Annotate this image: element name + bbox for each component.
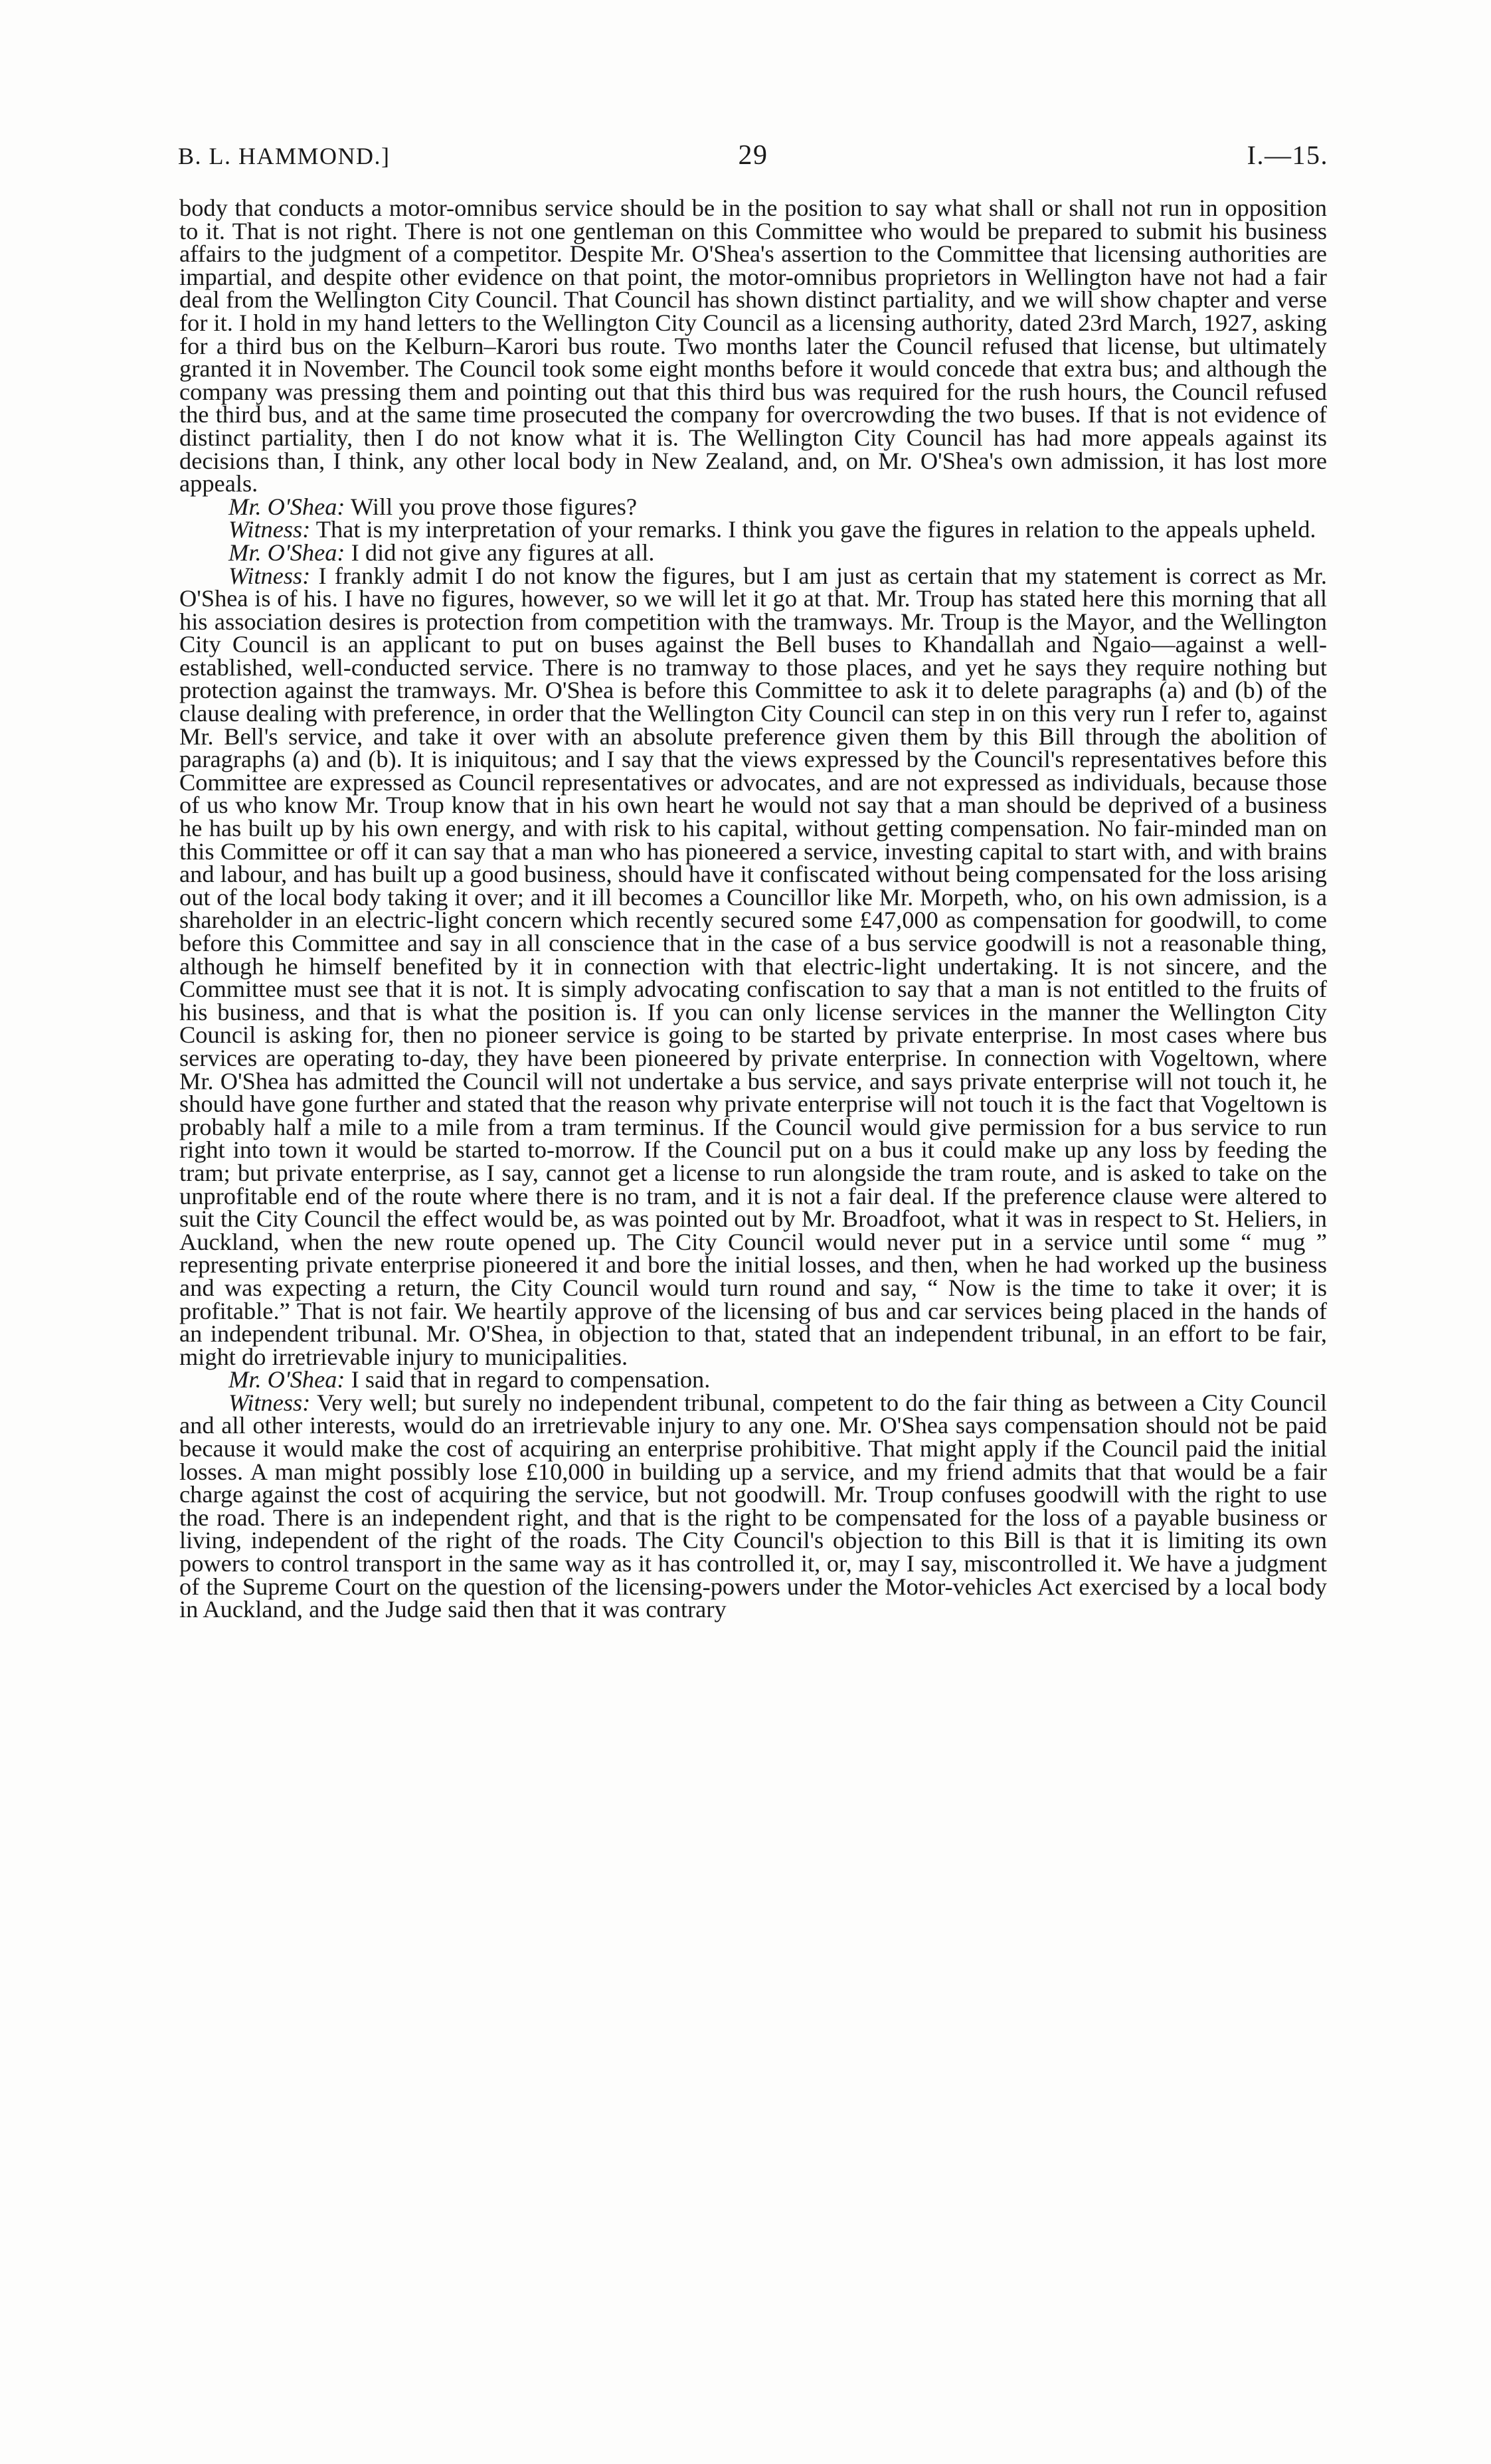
paragraph	[179, 1391, 1327, 1621]
running-header	[178, 139, 1328, 179]
paragraph	[179, 1368, 1327, 1391]
speaker-label: Mr. O'Shea:	[228, 1366, 345, 1393]
speaker-label: Mr. O'Shea:	[228, 493, 345, 520]
speaker-label: Witness:	[228, 562, 311, 589]
paragraph-text: I did not give any figures at all.	[351, 539, 655, 566]
paragraph	[179, 562, 1327, 1370]
paragraph-text: That is my interpretation of your remarks. I think you gave the figures in relation to the appeals upheld.	[315, 516, 1316, 543]
paragraph	[179, 518, 1327, 541]
header-witness-name: B. L. HAMMOND.]	[178, 143, 391, 169]
paragraph-text: I said that in regard to compensation.	[351, 1366, 711, 1393]
page-number: 29	[738, 140, 768, 171]
paragraph	[179, 197, 1327, 495]
paragraph-text: I frankly admit I do not know the figures, but I am just as certain that my statement is correct as Mr. O'Shea is of his. I have no figures, however, so we will let it go at that. Mr. Troup has stated here this morning that all his association desires is protection from competition with the tramways. Mr. Troup is the Mayor, and the Wellington City Council is an applicant to put on buses against the Bell buses to Khandallah and Ngaio—against a well-established, well-conducted service. There is no tramway to those places, and yet he says they require nothing but protection against the tramways. Mr. O'Shea is before this Committee to ask it to delete paragraphs (a) and (b) of the clause dealing with preference, in order that the Wellington City Council can step in on this very run I refer to, against Mr. Bell's service, and take it over with an absolute preference given them by this Bill through the abolition of paragraphs (a) and (b). It is iniquitous; and I say that the views expressed by the Council's representatives before this Committee are expressed as Council representatives or advocates, and are not expressed as individuals, because those of us who know Mr. Troup know that in his own heart he would not say that a man should be deprived of a business he has built up by his own energy, and with risk to his capital, without getting compensation. No fair-minded man on this Committee or off it can say that a man who has pioneered a service, investing capital to start with, and with brains and labour, and has built up a good business, should have it confiscated without being compensated for the loss arising out of the local body taking it over; and it ill becomes a Councillor like Mr. Morpeth, who, on his own admission, is a shareholder in an electric-light concern which recently secured some £47,000 as compensation for goodwill, to come before this Committee and say in all conscience that in the case of a bus service goodwill is not a reasonable thing, although he himself benefited by it in connection with that electric-light undertaking. It is not sincere, and the Committee must see that it is not. It is simply advocating confiscation to say that a man is not entitled to the fruits of his business, and that is what the position is. If you can only license services in the manner the Wellington City Council is asking for, then no pioneer service is going to be started by private enterprise. In most cases where bus services are operating to-day, they have been pioneered by private enterprise. In connection with Vogeltown, where Mr. O'Shea has admitted the Council will not undertake a bus service, and says private enterprise will not touch it, he should have gone further and stated that the reason why private enterprise will not touch it is the fact that Vogeltown is probably half a mile to a mile from a tram terminus. If the Council would give permission for a bus service to run right into town it would be started to-morrow. If the Council put on a bus it could make up any loss by feeding the tram; but private enterprise, as I say, cannot get a license to run alongside the tram route, and is asked to take on the unprofitable end of the route where there is no tram, and it is not a fair deal. If the preference clause were altered to suit the City Council the effect would be, as was pointed out by Mr. Broadfoot, what it was in respect to St. Heliers, in Auckland, when the new route opened up. The City Council would never put in a service until some “ mug ” representing private enterprise pioneered it and bore the initial losses, and then, when he had worked up the business and was expecting a return, the City Council would turn round and say, “ Now is the time to take it over; it is profitable.” That is not fair. We heartily approve of the licensing of bus and car services being placed in the hands of an independent tribunal. Mr. O'Shea, in objection to that, stated that an independent tribunal, in an effort to be fair, might do irretrievable injury to municipalities.	[179, 562, 1327, 1370]
paragraph	[179, 495, 1327, 519]
paragraph-text: Very well; but surely no independent tribunal, competent to do the fair thing as between a City Council and all other interests, would do an irretrievable injury to any one. Mr. O'Shea says compensation should not be paid because it would make the cost of acquiring an enterprise prohibitive. That might apply if the Council paid the initial losses. A man might possibly lose £10,000 in building up a service, and my friend admits that that would be a fair charge against the cost of acquiring the service, but not goodwill. Mr. Troup confuses goodwill with the right to use the road. There is an independent right, and that is the right to be compensated for the loss of a payable business or living, independent of the right of the roads. The City Council's objection to this Bill is that it is limiting its own powers to control transport in the same way as it has controlled it, or, may I say, miscontrolled it. We have a judgment of the Supreme Court on the question of the licensing-powers under the Motor-vehicles Act exercised by a local body in Auckland, and the Judge said then that it was contrary	[179, 1389, 1327, 1623]
speaker-label: Witness:	[228, 1389, 311, 1416]
paragraph	[179, 541, 1327, 565]
speaker-label: Mr. O'Shea:	[228, 539, 345, 566]
document-body	[179, 197, 1327, 1621]
paragraph-text: body that conducts a motor-omnibus service should be in the position to say what shall or shall not run in opposition to it. That is not right. There is not one gentleman on this Committee who would be prepared to submit his business affairs to the judgment of a competitor. Despite Mr. O'Shea's assertion to the Committee that licensing authorities are impartial, and despite other evidence on that point, the motor-omnibus proprietors in Wellington have not had a fair deal from the Wellington City Council. That Council has shown distinct partiality, and we will show chapter and verse for it. I hold in my hand letters to the Wellington City Council as a licensing authority, dated 23rd March, 1927, asking for a third bus on the Kelburn–Karori bus route. Two months later the Council refused that license, but ultimately granted it in November. The Council took some eight months before it would concede that extra bus; and although the company was pressing them and pointing out that this third bus was required for the rush hours, the Council refused the third bus, and at the same time prosecuted the company for overcrowding the two buses. If that is not evidence of distinct partiality, then I do not know what it is. The Wellington City Council has had more appeals against its decisions than, I think, any other local body in New Zealand, and, on Mr. O'Shea's own admission, it has lost more appeals.	[179, 195, 1327, 497]
paragraph-text: Will you prove those figures?	[351, 493, 638, 520]
speaker-label: Witness:	[228, 516, 311, 543]
header-paper-reference: I.—15.	[1247, 140, 1328, 170]
